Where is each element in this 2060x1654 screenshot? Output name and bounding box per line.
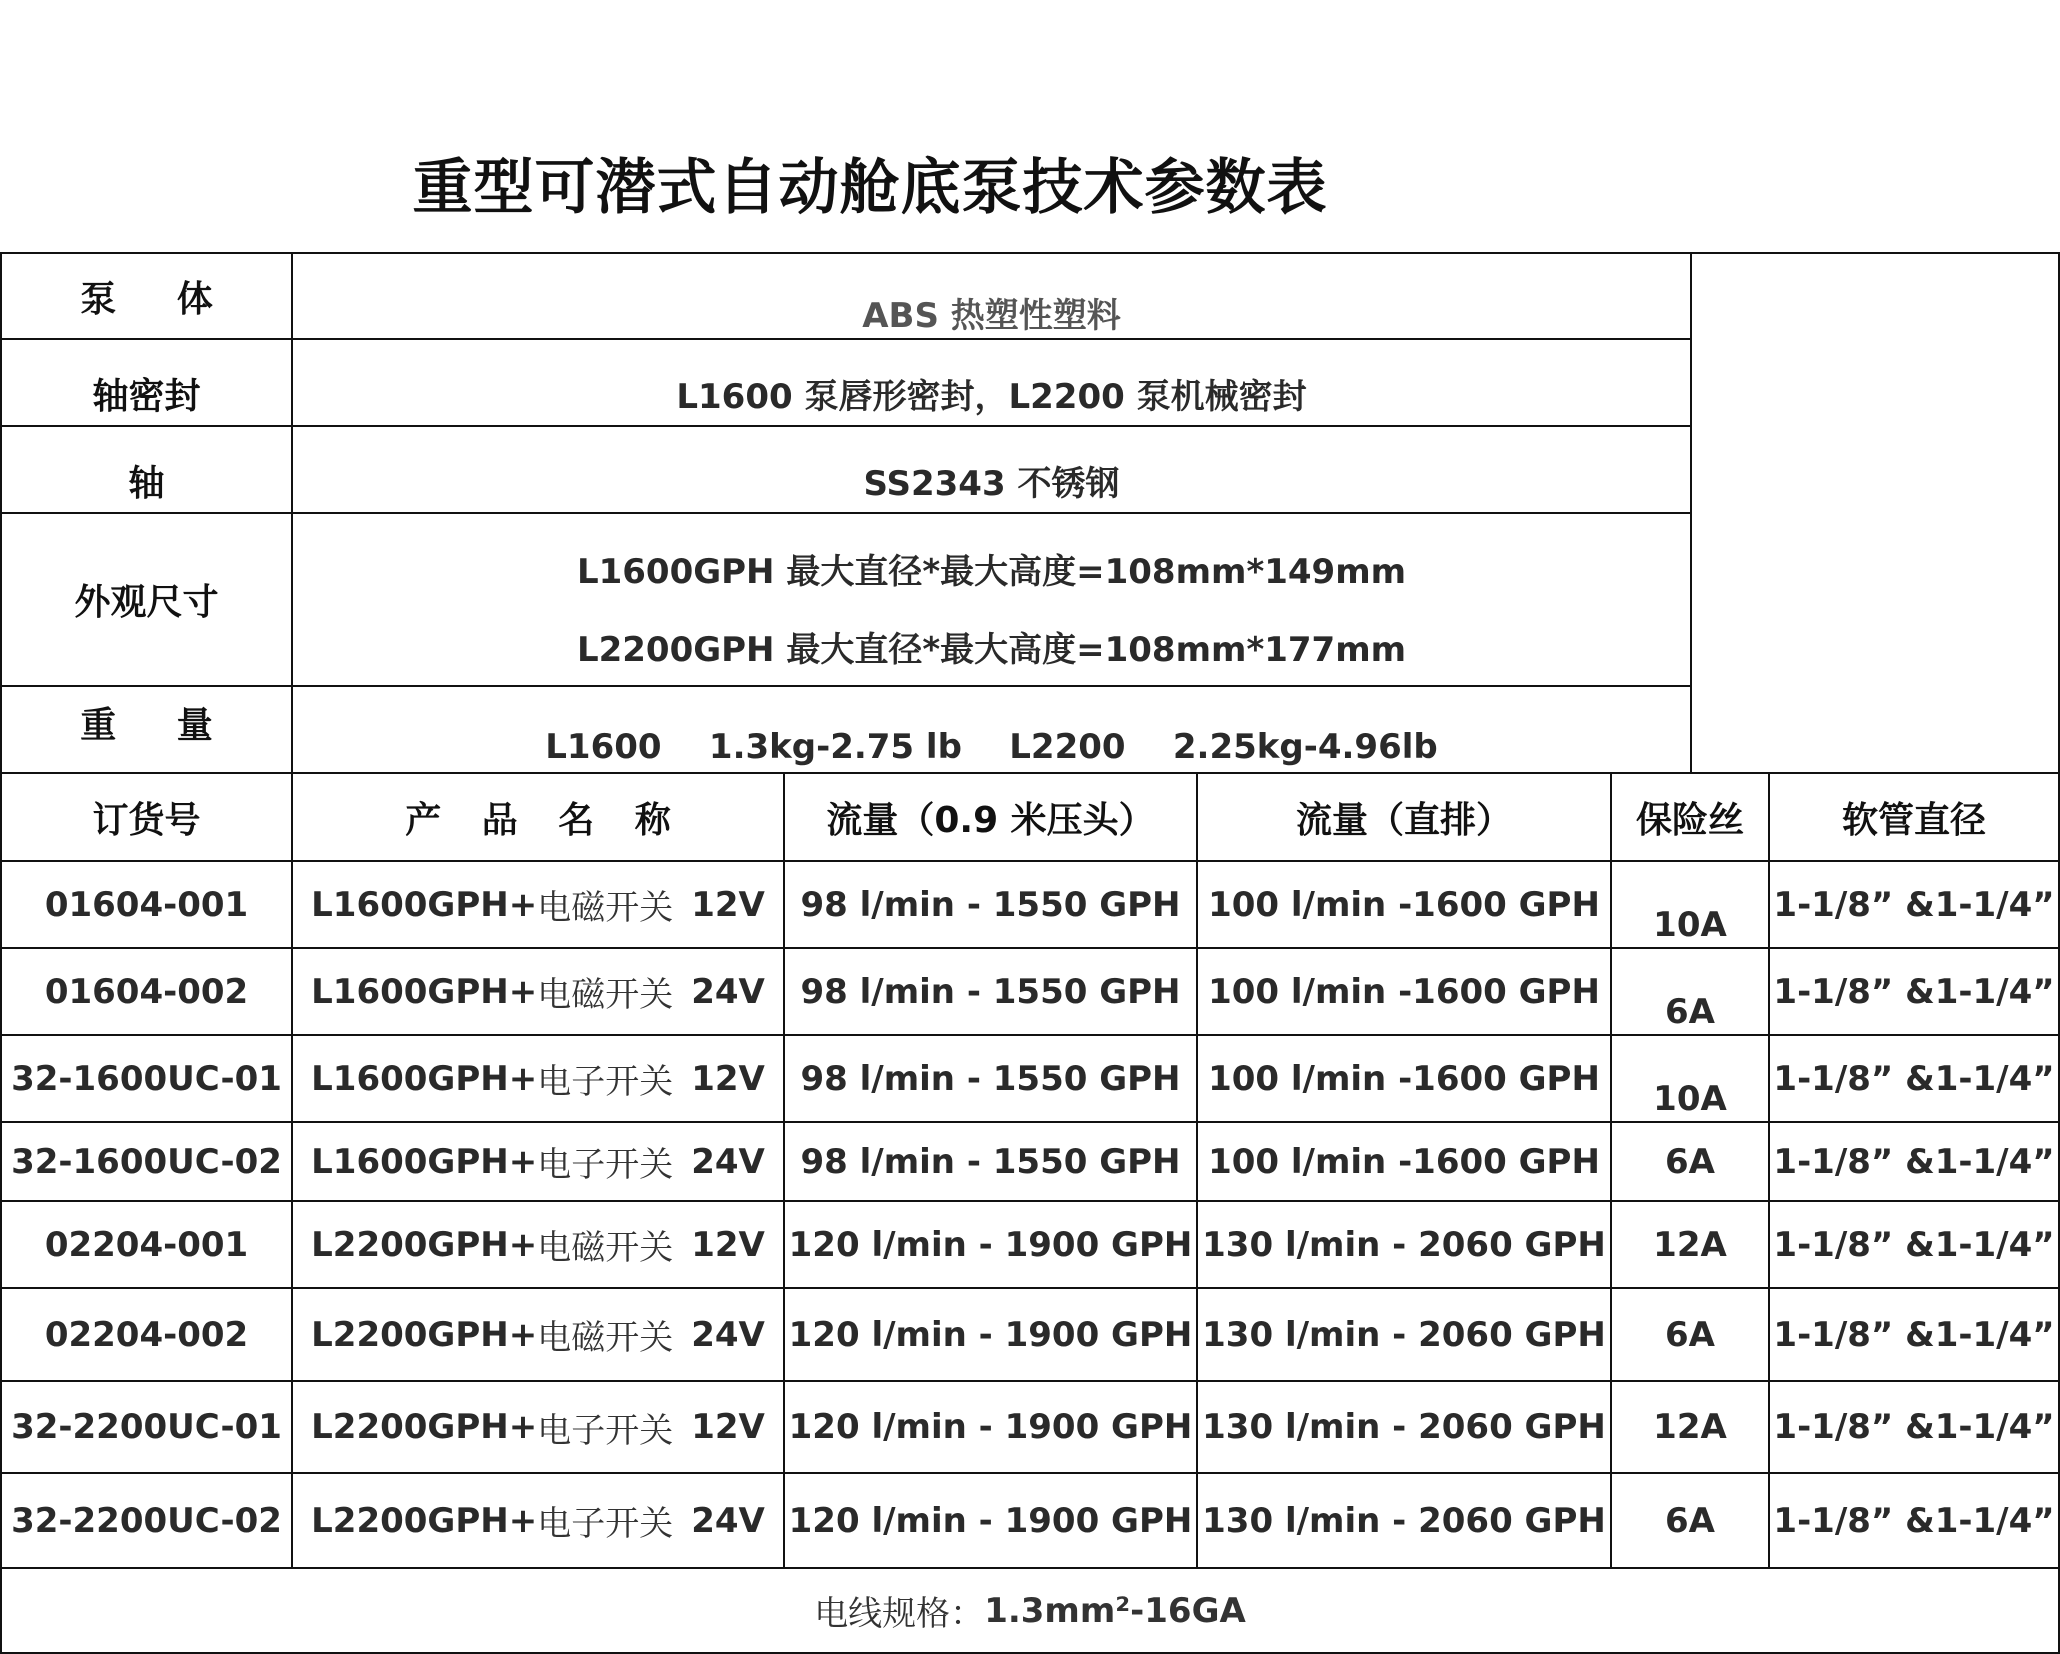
table-cell-flow-direct: 130 l/min - 2060 GPH — [1202, 1314, 1606, 1355]
table-cell-flow-direct: 130 l/min - 2060 GPH — [1202, 1224, 1606, 1265]
spec-value-shaft: SS2343 不锈钢 — [863, 464, 1120, 504]
dimensions-line-1: L1600GPH 最大直径*最大高度=108mm*149mm — [576, 552, 1407, 592]
table-cell-fuse: 6A — [1665, 1141, 1715, 1182]
header-hose: 软管直径 — [1841, 799, 1986, 841]
table-cell-hose: 1-1/8” &1-1/4” — [1773, 1314, 2055, 1355]
table-cell-flow-head: 98 l/min - 1550 GPH — [800, 1141, 1181, 1182]
header-order: 订货号 — [92, 799, 201, 841]
product-voltage: 24V — [691, 971, 765, 1012]
table-cell-hose: 1-1/8” &1-1/4” — [1773, 884, 2055, 925]
table-cell-product — [293, 862, 783, 947]
header-product: 产 品 名 称 — [405, 799, 685, 841]
table-cell-flow-head: 120 l/min - 1900 GPH — [788, 1314, 1193, 1355]
table-cell-hose: 1-1/8” &1-1/4” — [1773, 1141, 2055, 1182]
spec-label-dimensions: 外观尺寸 — [74, 582, 219, 623]
product-switch: 电子开关 — [537, 1062, 674, 1102]
table-cell-fuse: 6A — [1665, 1500, 1715, 1541]
table-cell-order: 32-1600UC-01 — [11, 1058, 282, 1099]
product-switch: 电磁开关 — [537, 1228, 674, 1268]
table-cell-hose: 1-1/8” &1-1/4” — [1773, 1058, 2055, 1099]
table-cell-order: 32-1600UC-02 — [11, 1141, 282, 1182]
table-cell-flow-direct: 100 l/min -1600 GPH — [1208, 1141, 1600, 1182]
product-model: L1600GPH+ — [311, 884, 538, 925]
table-cell-fuse: 6A — [1665, 1314, 1715, 1355]
product-voltage: 24V — [691, 1500, 765, 1541]
spec-label-seal: 轴密封 — [92, 376, 201, 417]
product-model: L2200GPH+ — [311, 1407, 538, 1447]
product-switch: 电磁开关 — [537, 888, 674, 928]
table-cell-flow-direct: 130 l/min - 2060 GPH — [1202, 1407, 1606, 1447]
product-switch: 电子开关 — [537, 1410, 674, 1451]
table-cell-flow-direct: 100 l/min -1600 GPH — [1208, 971, 1600, 1012]
product-voltage: 24V — [691, 1314, 765, 1355]
table-cell-order: 02204-002 — [44, 1314, 249, 1355]
product-model: L1600GPH+ — [311, 971, 538, 1012]
header-fuse: 保险丝 — [1635, 799, 1744, 841]
product-switch: 电磁开关 — [537, 975, 674, 1015]
product-voltage: 12V — [691, 884, 765, 925]
table-cell-fuse: 10A — [1653, 1079, 1727, 1119]
table-cell-hose: 1-1/8” &1-1/4” — [1773, 1407, 2055, 1447]
table-cell-order: 32-2200UC-02 — [11, 1500, 282, 1541]
table-cell-flow-direct: 100 l/min -1600 GPH — [1208, 884, 1600, 925]
table-cell-flow-head: 98 l/min - 1550 GPH — [800, 884, 1181, 925]
product-switch: 电磁开关 — [537, 1318, 674, 1358]
table-cell-order: 02204-001 — [44, 1224, 249, 1265]
spec-value-seal: L1600 泵唇形密封，L2200 泵机械密封 — [676, 377, 1307, 417]
table-cell-order: 01604-002 — [44, 971, 249, 1012]
table-cell-fuse: 10A — [1653, 905, 1727, 945]
product-voltage: 24V — [691, 1141, 765, 1182]
product-model: L1600GPH+ — [311, 1058, 538, 1099]
table-cell-flow-head: 120 l/min - 1900 GPH — [788, 1407, 1193, 1447]
table-cell-hose: 1-1/8” &1-1/4” — [1773, 1500, 2055, 1541]
spec-value-dimensions — [293, 514, 1690, 685]
table-cell-hose: 1-1/8” &1-1/4” — [1773, 971, 2055, 1012]
spec-label-weight: 重 量 — [80, 704, 237, 746]
table-cell-fuse: 12A — [1653, 1224, 1727, 1265]
table-cell-product — [293, 1036, 783, 1121]
table-cell-flow-direct: 100 l/min -1600 GPH — [1208, 1058, 1600, 1099]
spec-value-weight: L1600 1.3kg-2.75 lb L2200 2.25kg-4.96lb — [545, 727, 1438, 767]
spec-label-shaft: 轴 — [128, 463, 165, 504]
product-switch: 电子开关 — [537, 1504, 674, 1544]
table-cell-product — [293, 1289, 783, 1380]
product-voltage: 12V — [691, 1058, 765, 1099]
table-cell-order: 01604-001 — [44, 884, 249, 925]
product-model: L2200GPH+ — [311, 1224, 538, 1265]
table-cell-flow-head: 98 l/min - 1550 GPH — [800, 971, 1181, 1012]
wire-spec — [2, 1569, 2058, 1652]
header-flow-direct: 流量（直排） — [1295, 799, 1512, 841]
table-cell-fuse: 12A — [1653, 1407, 1727, 1447]
table-cell-flow-direct: 130 l/min - 2060 GPH — [1202, 1500, 1606, 1541]
product-model: L1600GPH+ — [311, 1141, 538, 1182]
table-cell-product — [293, 1474, 783, 1567]
product-voltage: 12V — [691, 1224, 765, 1265]
wire-spec-label: 电线规格： — [814, 1594, 985, 1634]
header-flow-head: 流量（0.9 米压头） — [826, 799, 1155, 841]
table-cell-flow-head: 98 l/min - 1550 GPH — [800, 1058, 1181, 1099]
dimensions-line-2: L2200GPH 最大直径*最大高度=108mm*177mm — [576, 630, 1407, 670]
table-cell-order: 32-2200UC-01 — [11, 1407, 282, 1447]
table-cell-product — [293, 1202, 783, 1287]
table-cell-flow-head: 120 l/min - 1900 GPH — [788, 1500, 1193, 1541]
table-cell-hose: 1-1/8” &1-1/4” — [1773, 1224, 2055, 1265]
table-cell-flow-head: 120 l/min - 1900 GPH — [788, 1224, 1193, 1265]
table-cell-product — [293, 949, 783, 1034]
spec-label-body: 泵 体 — [80, 278, 237, 320]
product-voltage: 12V — [691, 1407, 765, 1447]
product-model: L2200GPH+ — [311, 1500, 538, 1541]
product-switch: 电子开关 — [537, 1145, 674, 1185]
spec-value-body: ABS 热塑性塑料 — [862, 295, 1121, 336]
product-model: L2200GPH+ — [311, 1314, 538, 1355]
page-title: 重型可潜式自动舱底泵技术参数表 — [412, 153, 1328, 223]
wire-spec-value: 1.3mm²-16GA — [984, 1590, 1246, 1631]
table-cell-fuse: 6A — [1665, 992, 1715, 1032]
table-cell-product — [293, 1382, 783, 1472]
table-cell-product — [293, 1123, 783, 1200]
